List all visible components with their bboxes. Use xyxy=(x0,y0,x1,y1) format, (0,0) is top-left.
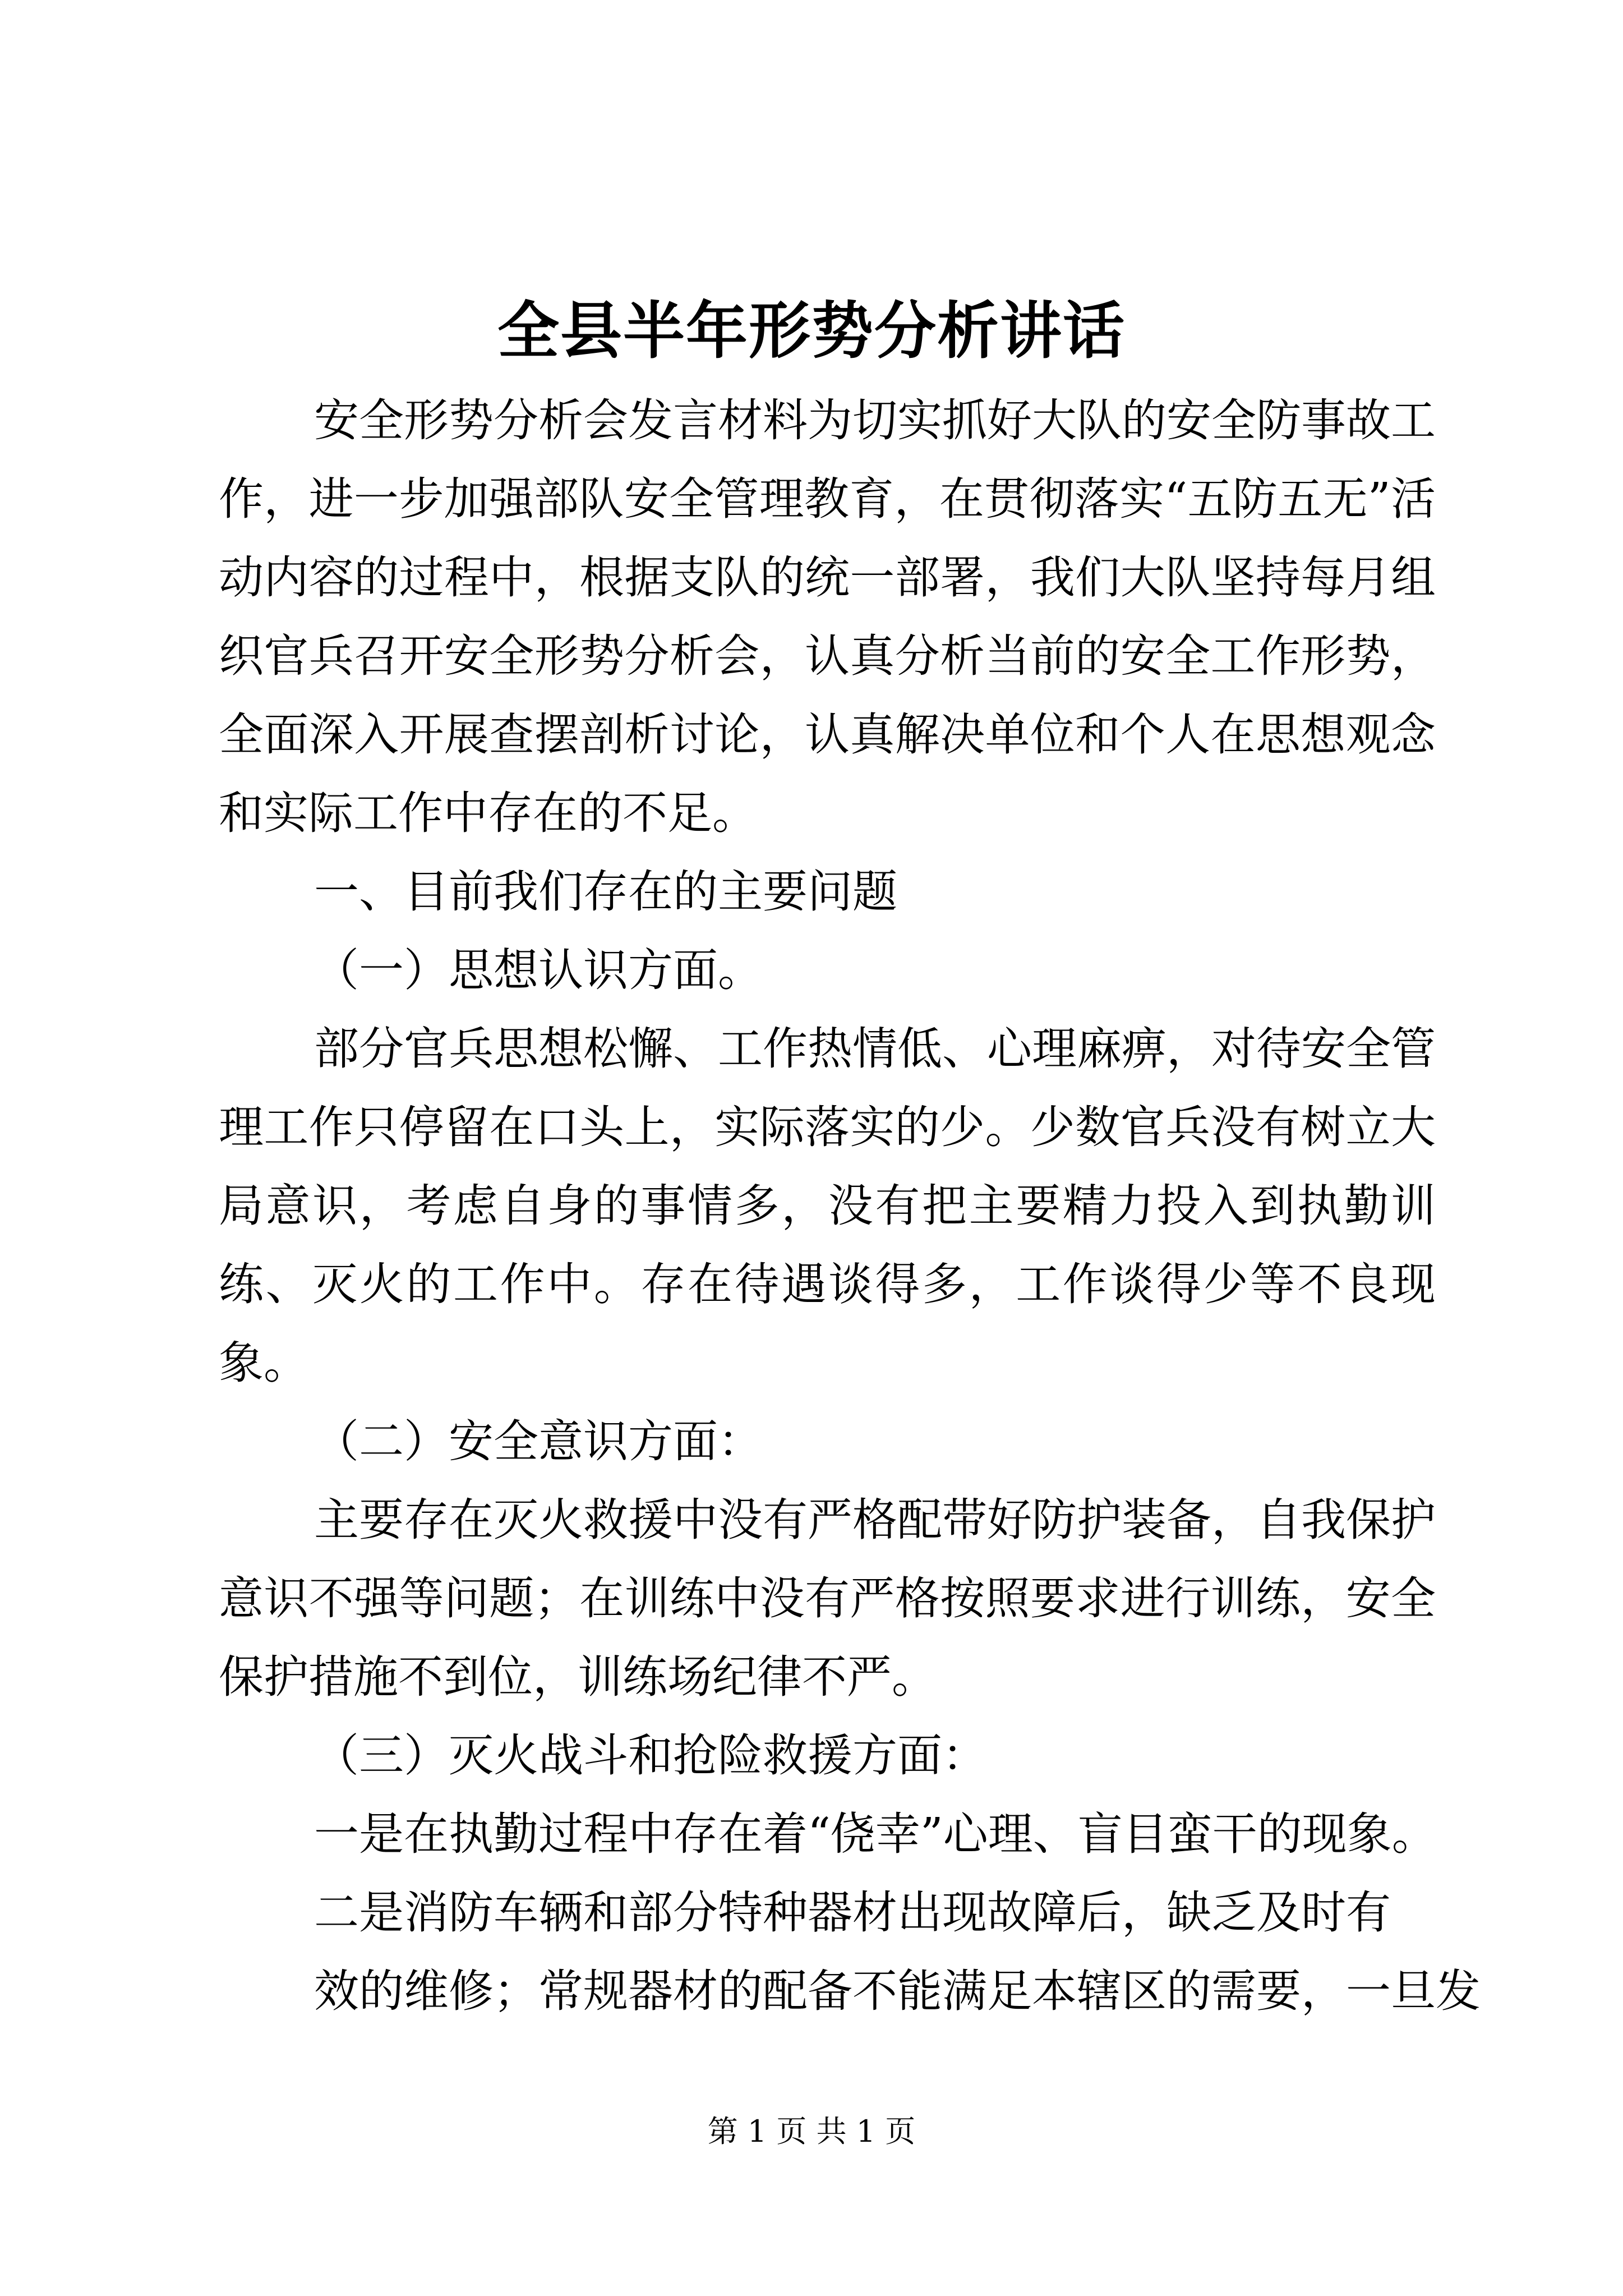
subsection-heading-thinking: （一）思想认识方面。 xyxy=(314,944,763,996)
section-heading-main-problems: 一、目前我们存在的主要问题 xyxy=(314,866,897,918)
paragraph-firefighting-3: 效的维修；常规器材的配备不能满足本辖区的需要，一旦发 xyxy=(314,1965,1481,2017)
subsection-heading-firefighting: （三）灭火战斗和抢险救援方面： xyxy=(314,1729,987,1782)
paragraph-thinking: 部分官兵思想松懈、工作热情低、心理麻痹，对待安全管理工作只停留在口头上，实际落实的少。少数官兵没有树立大局意识，考虑自身的事情多，没有把主要精力投入到执勤训练、灭火的工作中。存在待遇谈得多，工作谈得少等不良现象。 xyxy=(219,1023,1436,1389)
document-body xyxy=(219,381,1481,2031)
document-title: 全县半年形势分析讲话 xyxy=(497,295,1126,367)
paragraph-firefighting-2: 二是消防车辆和部分特种器材出现故障后，缺乏及时有 xyxy=(314,1887,1391,1939)
paragraph-intro: 安全形势分析会发言材料为切实抓好大队的安全防事故工作，进一步加强部队安全管理教育，在贯彻落实“五防五无”活动内容的过程中，根据支队的统一部署，我们大队坚持每月组织官兵召开安全形势分析会，认真分析当前的安全工作形势，全面深入开展查摆剖析讨论，认真解决单位和个人在思想观念和实际工作中存在的不足。 xyxy=(219,394,1436,839)
subsection-heading-safety-awareness: （二）安全意识方面： xyxy=(314,1415,763,1467)
paragraph-safety-awareness: 主要存在灭火救援中没有严格配带好防护装备，自我保护意识不强等问题；在训练中没有严格按照要求进行训练，安全保护措施不到位，训练场纪律不严。 xyxy=(219,1494,1436,1703)
page-footer: 第 1 页 共 1 页 xyxy=(707,2114,916,2149)
paragraph-firefighting-1: 一是在执勤过程中存在着“侥幸”心理、盲目蛮干的现象。 xyxy=(314,1808,1437,1860)
